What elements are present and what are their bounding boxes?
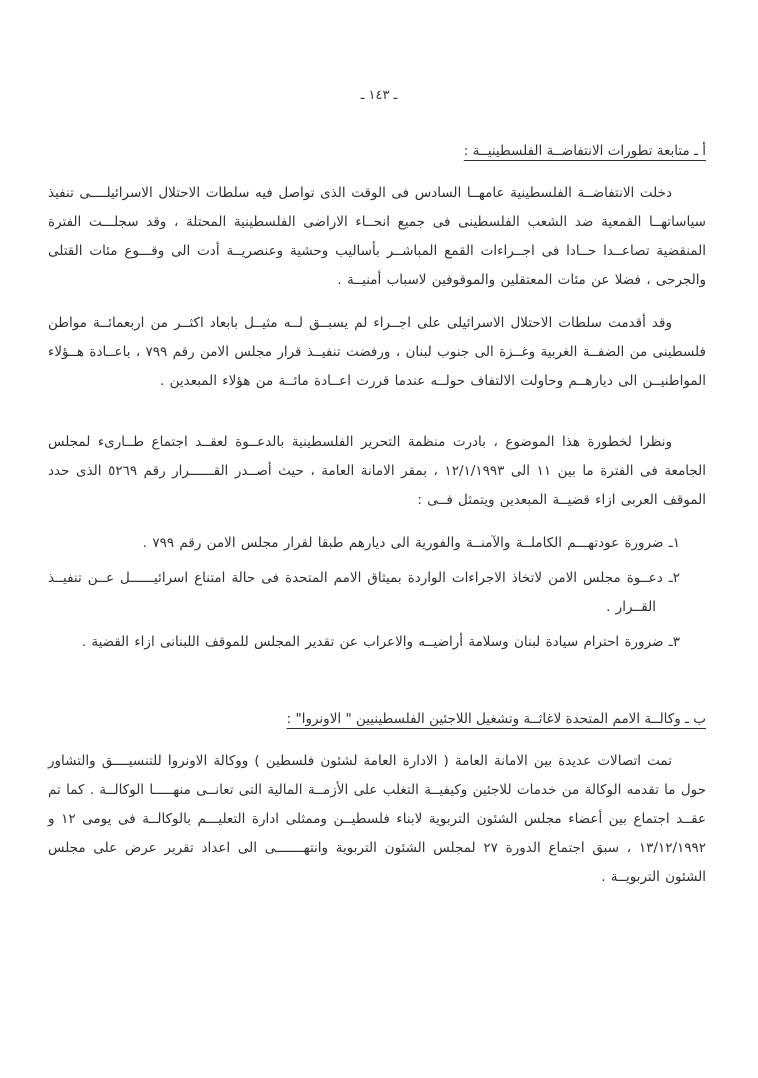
section-a-paragraph-1: دخلت الانتفاضــة الفلسطينية عامهــا السادس فى الوقت الذى تواصل فيه سلطات الاحتلال الاسرائيلــــى تنفيذ سياساتهــا القمعية ضد الشعب الفلسطينى فى جميع انحــاء الاراضى الفلسطينية المحتلة ، وقد سجلـــت الفترة المنقضية تصاعــدا حــادا فى اجــراءات القمع المباشــر بأساليب وحشية وعنصريــة أدت الى وقـــوع مئات القتلى والجرحى ، فضلا عن مئات المعتقلين والموقوفين لاسباب أمنيــة . — [48, 185, 706, 288]
list-item: ٣ـ ضرورة احترام سيادة لبنان وسلامة أراضيــه والاعراب عن تقدير المجلس للموقف اللبنانى ازاء القضية . — [81, 634, 680, 650]
list-item: ٢ـ دعــوة مجلس الامن لاتخاذ الاجراءات الواردة بميثاق الامم المتحدة فى حالة امتناع اسرائيــــــل عــن تنفيــذ القــرار . — [48, 570, 680, 615]
page-content — [0, 137, 758, 892]
section-b-paragraph-1: تمت اتصالات عديدة بين الامانة العامة ( الادارة العامة لشئون فلسطين ) ووكالة الاونروا للتنسيــــق والتشاور حول ما تقدمه الوكالة من خدمات للاجئين وكيفيــة التغلب على الأزمــة المالية التى تعانــى منهـــــا الوكالــة . كما تم عقــد اجتماع بين أعضاء مجلس الشئون التربوية لابناء فلسطيــن وممثلى ادارة التعليـــم بالوكالــة فى يومى ١٢ و ١٣/١٢/١٩٩٢ ، سبق اجتماع الدورة ٢٧ لمجلس الشئون التربوية وانتهـــــــى الى اعداد تقرير عرض على مجلس الشئون التربويــة . — [48, 753, 707, 885]
list-item: ١ـ ضرورة عودتهـــم الكاملــة والآمنــة والفورية الى ديارهم طبقا لقرار مجلس الامن رقم ٧٩٩ . — [142, 535, 680, 551]
section-a-heading-text: أ ـ متابعة تطورات الانتفاضــة الفلسطينيــة : — [463, 143, 706, 159]
section-a-paragraph-3: ونظرا لخطورة هذا الموضوع ، بادرت منظمة التحرير الفلسطينية بالدعــوة لعقــد اجتماع طــارىء لمجلس الجامعة فى الفترة ما بين ١١ الى ١٢/١/١٩٩٣ ، بمقر الامانة العامة ، حيث أصــدر القــــــرار رقم ٥٢٦٩ الذى حدد الموقف العربى ازاء قضيــة المبعدين ويتمثل فــى : — [48, 434, 706, 508]
section-a-paragraph-2: وقد أقدمت سلطات الاحتلال الاسرائيلى على اجــراء لم يسبــق لــه مثيــل بابعاد اكثــر من اربعمائــة مواطن فلسطينى من الضفــة الغربية وغــزة الى جنوب لبنان ، ورفضت تنفيــذ قرار مجلس الامن رقم ٧٩٩ ، باعــادة هــؤلاء المواطنيــن الى ديارهــم وحاولت الالتفاف حولــه عندما قررت اعــادة مائــة من هؤلاء المبعدين . — [48, 315, 706, 389]
resolution-points-list — [48, 529, 706, 657]
section-b-heading — [48, 705, 706, 733]
page-number: ـ ١٤٣ ـ — [360, 88, 398, 103]
section-b-heading-text: ب ـ وكالــة الامم المتحدة لاغاثــة وتشغيل اللاجئين الفلسطينيين " الاونروا" : — [286, 711, 706, 727]
section-a-heading — [48, 137, 706, 165]
